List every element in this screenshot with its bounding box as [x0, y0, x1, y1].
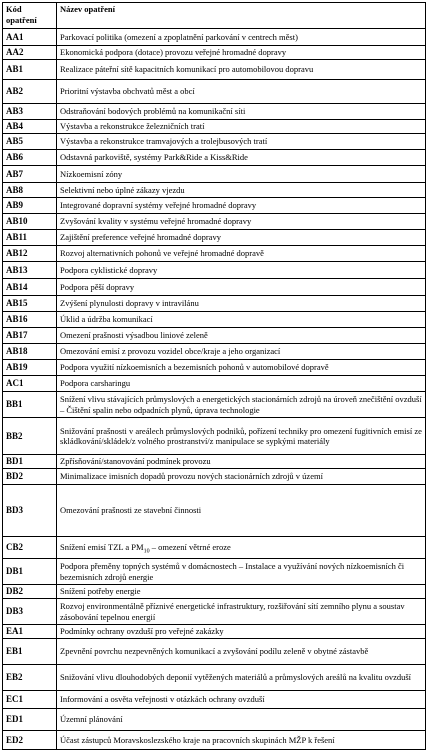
- measure-name: Odstavná parkoviště, systémy Park&Ride a Kiss&Ride: [57, 150, 426, 166]
- measure-code: AB12: [3, 246, 57, 262]
- measure-code: AB19: [3, 360, 57, 376]
- measure-code: EA1: [3, 625, 57, 639]
- measure-code: EC1: [3, 691, 57, 709]
- measure-code: AB6: [3, 150, 57, 166]
- table-row: [3, 599, 426, 625]
- measure-code: AB1: [3, 60, 57, 80]
- measure-code: BD2: [3, 469, 57, 485]
- measure-name: Zvýšení plynulosti dopravy v intravilánu: [57, 296, 426, 312]
- measure-code: AB11: [3, 230, 57, 246]
- measure-name: Podpora carsharingu: [57, 376, 426, 392]
- measure-name: Snížení potřeby energie: [57, 585, 426, 599]
- measure-code: EB2: [3, 665, 57, 691]
- measure-code: AB3: [3, 104, 57, 120]
- measure-code: AB14: [3, 279, 57, 296]
- measure-name: Zpřísňování/stanovování podmínek provozu: [57, 455, 426, 469]
- table-row: [3, 183, 426, 198]
- measure-name: Snížení vlivu stávajících průmyslových a energetických stacionárních zdrojů na úroveň znečištění ovzduší – Čištění spalin nebo odpadních plynů, úprava technologie: [57, 392, 426, 418]
- table-row: [3, 150, 426, 166]
- measure-name: Selektivní nebo úplné zákazy vjezdu: [57, 183, 426, 198]
- measure-code: BB1: [3, 392, 57, 418]
- table-row: [3, 709, 426, 731]
- measure-name: Informování a osvěta veřejnosti v otázkách ochrany ovzduší: [57, 691, 426, 709]
- table-row: [3, 46, 426, 60]
- measure-name: Podmínky ochrany ovzduší pro veřejné zakázky: [57, 625, 426, 639]
- measure-name: Prioritní výstavba obchvatů měst a obcí: [57, 80, 426, 104]
- measure-code: EB1: [3, 639, 57, 665]
- table-row: [3, 625, 426, 639]
- measure-code: AA1: [3, 29, 57, 46]
- measure-name-suffix: – omezení větrné eroze: [149, 542, 231, 553]
- measure-name: Snižování prašnosti v areálech průmyslových podniků, pořízení techniky pro omezení fugitivních emisí ze skládkování/skládek/z volného prostranství/z manipulace se sypkými materiály: [57, 418, 426, 455]
- measure-code: AB8: [3, 183, 57, 198]
- measure-name: Zajištění preference veřejné hromadné dopravy: [57, 230, 426, 246]
- measure-name: Výstavba a rekonstrukce železničních tratí: [57, 120, 426, 134]
- measure-name-subscript: 10: [143, 548, 150, 555]
- measure-name: Územní plánování: [57, 709, 426, 731]
- table-row: [3, 262, 426, 279]
- measure-code: AB13: [3, 262, 57, 279]
- measure-name: Podpora přeměny topných systémů v domácnostech – Instalace a využívání nových nízkoemisních či bezemisních zdrojů energie: [57, 559, 426, 585]
- measure-code: AB4: [3, 120, 57, 134]
- measure-name: Podpora využití nízkoemisních a bezemisních pohonů v automobilové dopravě: [57, 360, 426, 376]
- measures-table: [2, 2, 426, 750]
- measure-name: [57, 537, 426, 559]
- measure-code: AB15: [3, 296, 57, 312]
- measure-code: AB9: [3, 198, 57, 214]
- measure-name: Výstavba a rekonstrukce tramvajových a trolejbusových tratí: [57, 134, 426, 150]
- table-row: [3, 392, 426, 418]
- measure-code: AB7: [3, 166, 57, 183]
- table-row: [3, 455, 426, 469]
- table-row: [3, 360, 426, 376]
- measure-code: AB10: [3, 214, 57, 230]
- measure-code: CB2: [3, 537, 57, 559]
- measure-code: AA2: [3, 46, 57, 60]
- table-row: [3, 665, 426, 691]
- measure-name: Omezení prašnosti výsadbou liniové zeleně: [57, 328, 426, 344]
- measure-name: Rozvoj alternativních pohonů ve veřejné hromadné dopravě: [57, 246, 426, 262]
- measure-name: Minimalizace imisních dopadů provozu nových stacionárních zdrojů v území: [57, 469, 426, 485]
- table-row: [3, 731, 426, 750]
- measure-name: Omezování emisí z provozu vozidel obce/kraje a jeho organizací: [57, 344, 426, 360]
- measure-code: AB2: [3, 80, 57, 104]
- measure-name: Parkovací politika (omezení a zpoplatnění parkování v centrech měst): [57, 29, 426, 46]
- table-row: [3, 559, 426, 585]
- measure-code: DB3: [3, 599, 57, 625]
- table-row: [3, 104, 426, 120]
- measure-name-text: Snížení emisí TZL a PM: [60, 542, 144, 553]
- table-row: [3, 312, 426, 328]
- measure-name: Nízkoemisní zóny: [57, 166, 426, 183]
- measure-code: AB16: [3, 312, 57, 328]
- measure-code: DB2: [3, 585, 57, 599]
- table-row: [3, 585, 426, 599]
- table-row: [3, 639, 426, 665]
- measure-name: Snižování vlivu dlouhodobých deponií vytěžených materiálů a průmyslových areálů na kvalitu ovzduší: [57, 665, 426, 691]
- measure-name: Zpevnění povrchu nezpevněných komunikací a zvyšování podílu zeleně v obytné zástavbě: [57, 639, 426, 665]
- table-row: [3, 328, 426, 344]
- measure-code: BD1: [3, 455, 57, 469]
- table-row: [3, 80, 426, 104]
- measure-code: BD3: [3, 485, 57, 537]
- measure-name: Podpora cyklistické dopravy: [57, 262, 426, 279]
- measure-name: Odstraňování bodových problémů na komunikační síti: [57, 104, 426, 120]
- measure-code: BB2: [3, 418, 57, 455]
- table-row: [3, 230, 426, 246]
- measure-name: Zvyšování kvality v systému veřejné hromadné dopravy: [57, 214, 426, 230]
- table-row: [3, 296, 426, 312]
- table-row: [3, 279, 426, 296]
- measure-code: AB17: [3, 328, 57, 344]
- table-row: [3, 134, 426, 150]
- table-row: [3, 537, 426, 559]
- measure-code: ED2: [3, 731, 57, 750]
- table-row: [3, 166, 426, 183]
- measure-name: Podpora pěší dopravy: [57, 279, 426, 296]
- measure-name: Ekonomická podpora (dotace) provozu veřejné hromadné dopravy: [57, 46, 426, 60]
- measure-name: Úklid a údržba komunikací: [57, 312, 426, 328]
- table-row: [3, 120, 426, 134]
- measure-name: Rozvoj environmentálně příznivé energetické infrastruktury, rozšiřování sítí zemního plynu a soustav zásobování tepelnou energií: [57, 599, 426, 625]
- measure-code: ED1: [3, 709, 57, 731]
- table-row: [3, 246, 426, 262]
- table-row: [3, 691, 426, 709]
- table-row: [3, 60, 426, 80]
- name-header: Název opatření: [57, 3, 426, 29]
- measure-name: Integrované dopravní systémy veřejné hromadné dopravy: [57, 198, 426, 214]
- table-row: [3, 376, 426, 392]
- measure-code: AB18: [3, 344, 57, 360]
- table-row: [3, 485, 426, 537]
- measure-name: Realizace páteřní sítě kapacitních komunikací pro automobilovou dopravu: [57, 60, 426, 80]
- table-row: [3, 469, 426, 485]
- table-row: [3, 214, 426, 230]
- measure-code: AB5: [3, 134, 57, 150]
- measure-code: AC1: [3, 376, 57, 392]
- table-row: [3, 29, 426, 46]
- measure-code: DB1: [3, 559, 57, 585]
- header-row: [3, 3, 426, 29]
- measure-name: Omezování prašnosti ze stavební činnosti: [57, 485, 426, 537]
- table-row: [3, 198, 426, 214]
- code-header: Kód opatření: [3, 3, 57, 29]
- table-row: [3, 418, 426, 455]
- table-row: [3, 344, 426, 360]
- measure-name: Účast zástupců Moravskoslezského kraje na pracovních skupinách MŽP k řešení: [57, 731, 426, 750]
